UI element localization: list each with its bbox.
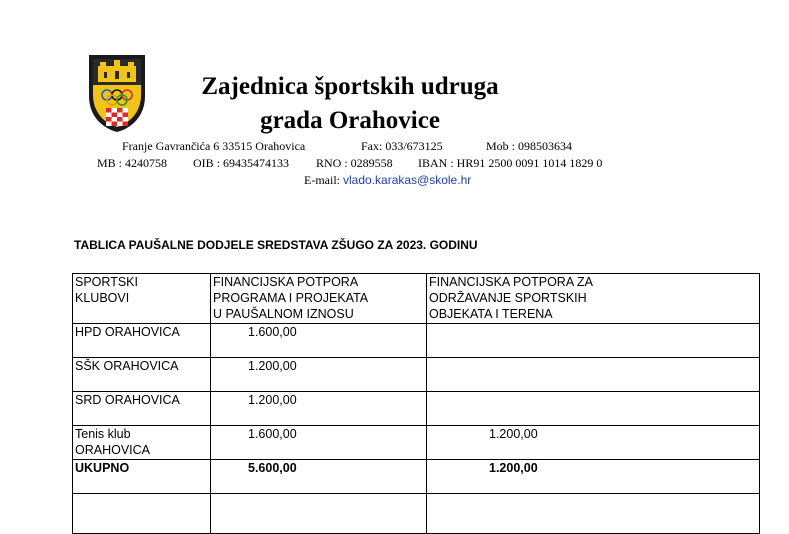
table-header-row (73, 274, 760, 324)
total-facility-amount: 1.200,00 (427, 460, 760, 494)
header-program-support: FINANCIJSKA POTPORA PROGRAMA I PROJEKATA U PAUŠALNOM IZNOSU (211, 274, 427, 324)
facility-amount (427, 358, 760, 392)
org-mb: MB : 4240758 (97, 156, 168, 170)
header-facility-support: FINANCIJSKA POTPORA ZA ODRŽAVANJE SPORTSKIH OBJEKATA I TERENA (427, 274, 760, 324)
document-title: TABLICA PAUŠALNE DODJELE SREDSTAVA ZŠUGO ZA 2023. GODINU (74, 238, 478, 252)
facility-amount (427, 392, 760, 426)
table-row (73, 392, 760, 426)
table-total-row (73, 460, 760, 494)
org-iban: IBAN : HR91 2500 0091 1014 1829 0 (418, 156, 603, 170)
total-program-amount: 5.600,00 (211, 460, 427, 494)
grants-table (72, 273, 760, 534)
email-label: E-mail: (304, 173, 343, 187)
club-name: SŠK ORAHOVICA (73, 358, 211, 392)
facility-amount (427, 324, 760, 358)
program-amount: 1.600,00 (211, 324, 427, 358)
org-address: Franje Gavrančića 6 33515 Orahovica (122, 139, 306, 153)
club-name: HPD ORAHOVICA (73, 324, 211, 358)
program-amount: 1.600,00 (211, 426, 427, 460)
table-empty-row (73, 494, 760, 534)
org-title-line2: grada Orahovice (260, 107, 440, 134)
org-rno: RNO : 0289558 (316, 156, 393, 170)
org-title-line1: Zajednica športskih udruga (201, 73, 499, 100)
org-fax: Fax: 033/673125 (361, 139, 443, 153)
org-email (304, 173, 471, 187)
table-row (73, 426, 760, 460)
header-clubs: SPORTSKI KLUBOVI (73, 274, 211, 324)
total-label: UKUPNO (73, 460, 211, 494)
facility-amount: 1.200,00 (427, 426, 760, 460)
club-name: SRD ORAHOVICA (73, 392, 211, 426)
club-name: Tenis klub ORAHOVICA (73, 426, 211, 460)
org-mobile: Mob : 098503634 (486, 139, 573, 153)
table-row (73, 324, 760, 358)
club-crest-logo (86, 52, 148, 134)
email-link[interactable]: vlado.karakas@skole.hr (343, 173, 472, 187)
program-amount: 1.200,00 (211, 358, 427, 392)
table-row (73, 358, 760, 392)
program-amount: 1.200,00 (211, 392, 427, 426)
org-oib: OIB : 69435474133 (193, 156, 289, 170)
